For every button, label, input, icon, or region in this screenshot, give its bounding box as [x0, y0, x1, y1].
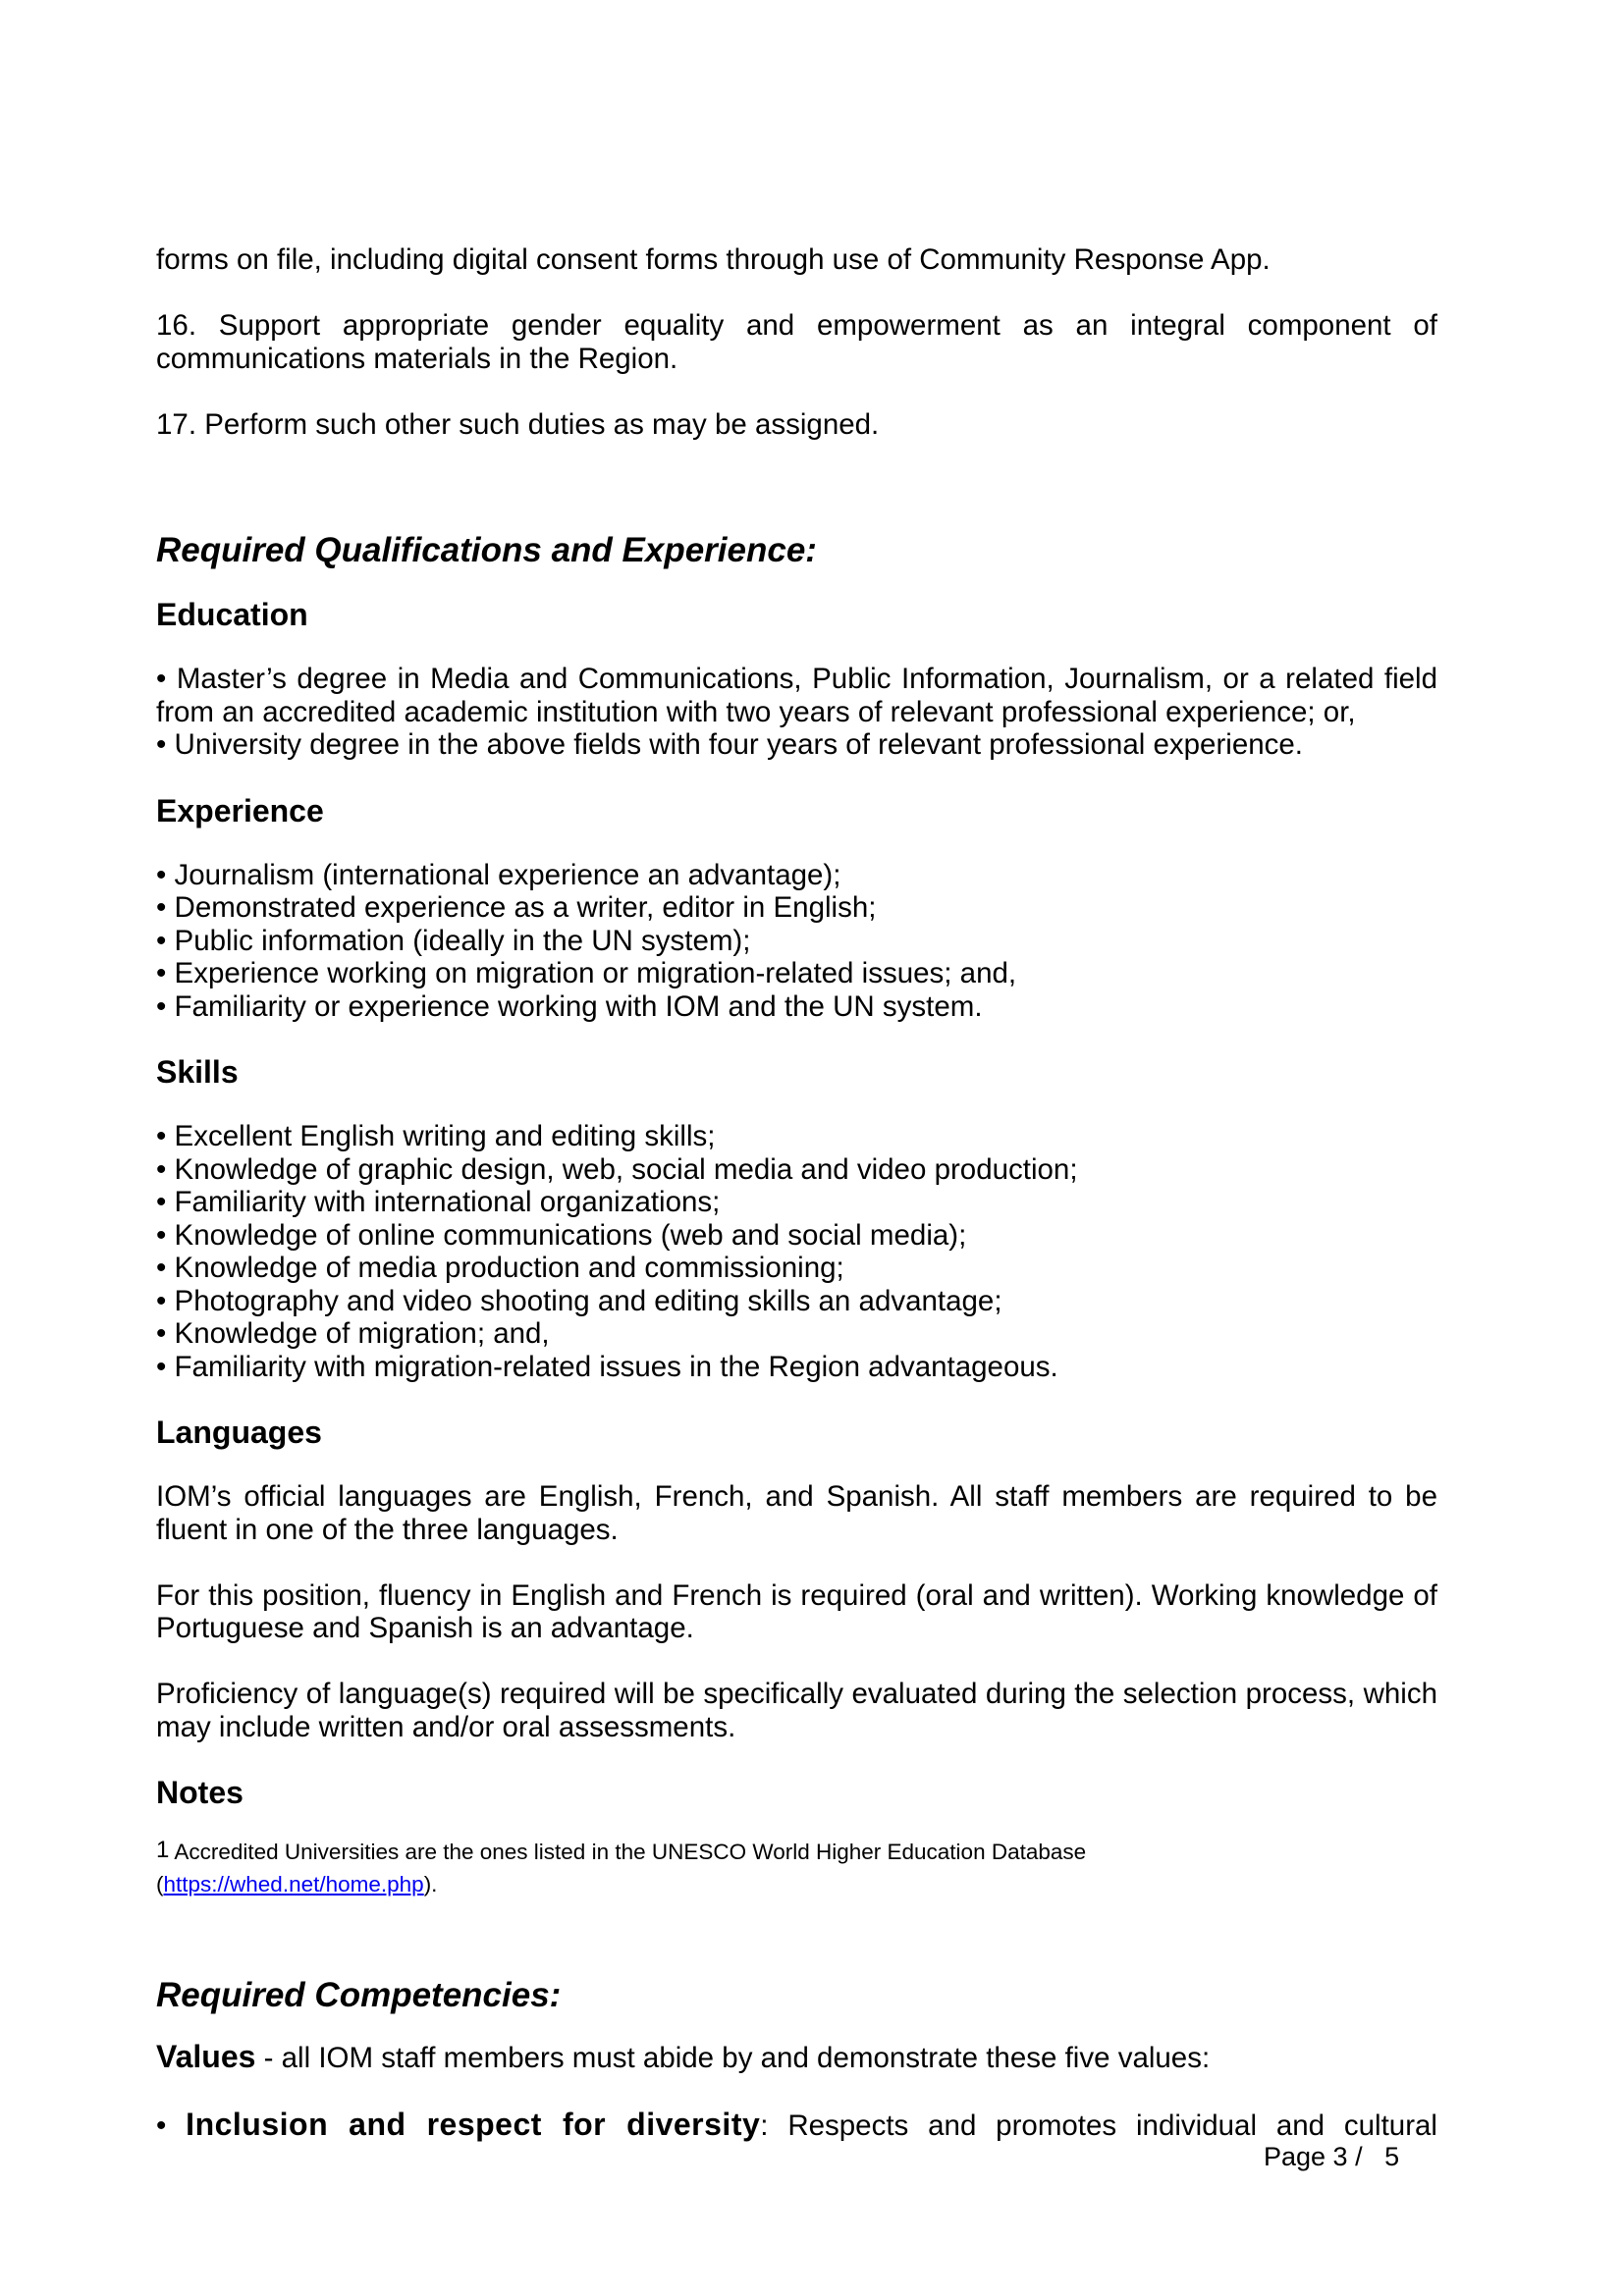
inclusion-value: [156, 2106, 1437, 2143]
values-intro: [156, 2041, 1437, 2075]
list-item: • Excellent English writing and editing skills;: [156, 1120, 716, 1152]
competencies-heading: Required Competencies:: [156, 1976, 562, 2014]
experience-list: [156, 859, 1437, 1024]
footnote-text: Accredited Universities are the ones listed in the UNESCO World Higher Education Database: [169, 1840, 1087, 1864]
values-label: Values: [156, 2039, 256, 2074]
footnote-mark: 1: [156, 1837, 170, 1863]
list-item: • Photography and video shooting and editing skills an advantage;: [156, 1284, 1002, 1317]
list-item: • Demonstrated experience as a writer, editor in English;: [156, 891, 877, 924]
experience-heading: Experience: [156, 792, 324, 828]
bullet: •: [156, 2109, 187, 2142]
list-item: • Knowledge of graphic design, web, social media and video production;: [156, 1152, 1078, 1186]
duty-16: 16. Support appropriate gender equality and empowerment as an integral component of communications materials in the Region.: [156, 309, 1437, 375]
footnote-paren-open: (: [156, 1872, 164, 1896]
intro-paragraph: forms on file, including digital consent forms through use of Community Response App.: [156, 243, 1271, 276]
list-item: • Public information (ideally in the UN system);: [156, 924, 751, 957]
languages-heading: Languages: [156, 1415, 322, 1450]
languages-paragraph: For this position, fluency in English and French is required (oral and written). Working knowledge of Portuguese and Spanish is an advantage.: [156, 1578, 1437, 1644]
languages-paragraph: Proficiency of language(s) required will be specifically evaluated during the selection process, which may include written and/or oral assessments.: [156, 1678, 1437, 1743]
list-item: • Familiarity with international organizations;: [156, 1186, 721, 1218]
page-number: Page 3 / 5: [1264, 2142, 1400, 2171]
notes-heading: Notes: [156, 1775, 243, 1810]
footnote-paren-close: ).: [423, 1872, 438, 1896]
list-item: • University degree in the above fields with four years of relevant professional experience.: [156, 728, 1304, 761]
skills-list: [156, 1120, 1437, 1383]
inclusion-label: Inclusion and respect for diversity: [186, 2106, 761, 2142]
list-item: • Familiarity with migration-related issues in the Region advantageous.: [156, 1350, 1058, 1383]
list-item: • Knowledge of migration; and,: [156, 1317, 550, 1350]
list-item: • Familiarity or experience working with IOM and the UN system.: [156, 989, 983, 1023]
footnote-line: [156, 1836, 1437, 1868]
list-item: • Knowledge of media production and commissioning;: [156, 1252, 844, 1284]
education-heading: Education: [156, 597, 308, 632]
values-text: - all IOM staff members must abide by and demonstrate these five values:: [255, 2042, 1211, 2074]
whed-link[interactable]: https://whed.net/home.php: [163, 1872, 424, 1896]
duty-17: 17. Perform such other such duties as may be assigned.: [156, 407, 880, 441]
inclusion-text: : Respects and promotes individual and cultural: [760, 2109, 1437, 2142]
list-item: • Experience working on migration or migration-related issues; and,: [156, 957, 1017, 989]
footnote: [156, 1836, 1437, 1900]
qualifications-heading: Required Qualifications and Experience:: [156, 531, 817, 569]
document-page: [156, 243, 1437, 2142]
list-item: • Master’s degree in Media and Communications, Public Information, Journalism, or a related field from an accredited academic institution with two years of relevant professional experience; or,: [156, 663, 1437, 728]
skills-heading: Skills: [156, 1054, 239, 1090]
list-item: • Journalism (international experience an advantage);: [156, 858, 841, 891]
list-item: • Knowledge of online communications (web and social media);: [156, 1218, 967, 1252]
languages-paragraph: IOM’s official languages are English, French, and Spanish. All staff members are required to be fluent in one of the three languages.: [156, 1480, 1437, 1546]
education-list: [156, 663, 1437, 762]
footnote-link-line: [156, 1868, 1437, 1900]
